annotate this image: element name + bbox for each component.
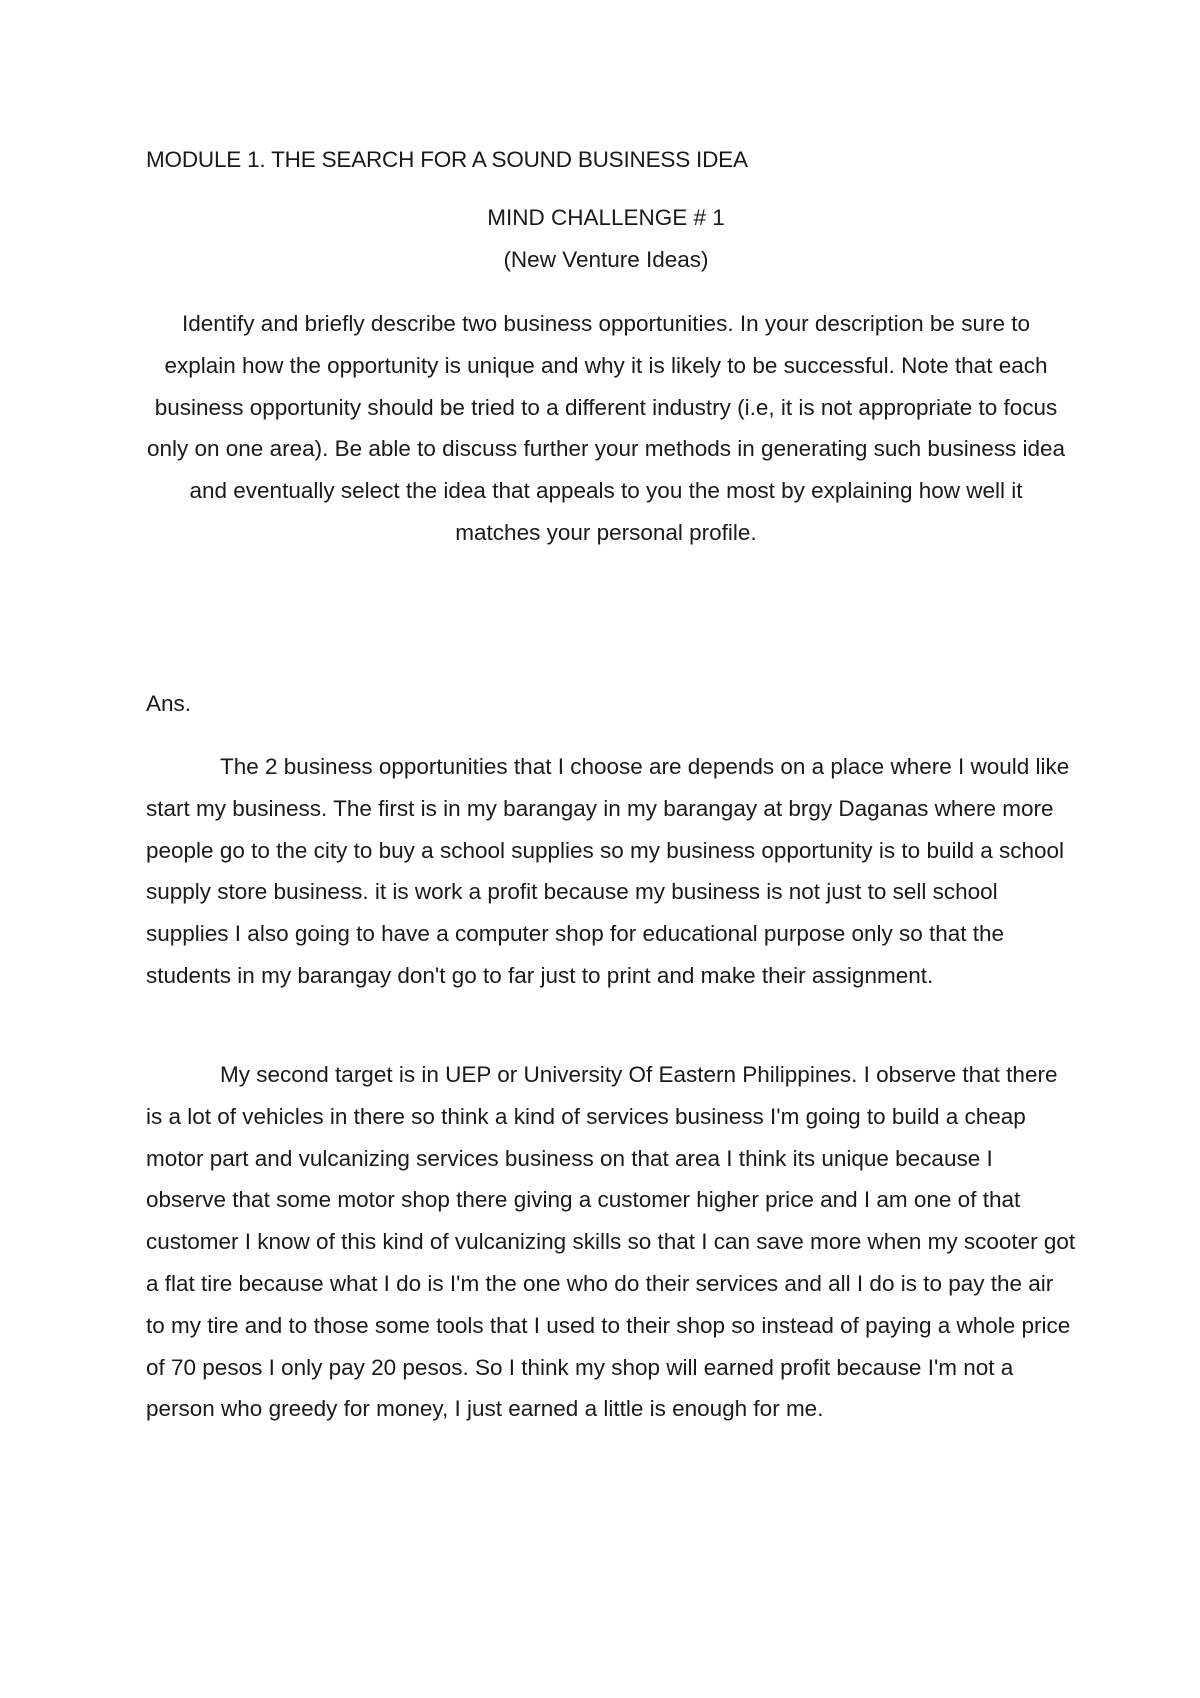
answer-label: Ans. xyxy=(146,691,192,716)
module-title: MODULE 1. THE SEARCH FOR A SOUND BUSINESS IDEA xyxy=(146,147,748,172)
challenge-subtitle: (New Venture Ideas) xyxy=(503,247,709,272)
answer-paragraph-1: The 2 business opportunities that I choose are depends on a place where I would like start my business. The first is in my barangay in my barangay at brgy Daganas where more people go to the city to buy a school supplies so my business opportunity is to build a school supply store business. it is work a profit because my business is not just to sell school supplies I also going to have a computer shop for educational purpose only so that the students in my barangay don't go to far just to print and make their assignment. xyxy=(146,754,1070,988)
challenge-title: MIND CHALLENGE # 1 xyxy=(487,205,725,230)
answer-paragraph-2: My second target is in UEP or University Of Eastern Philippines. I observe that there is a lot of vehicles in there so think a kind of services business I'm going to build a cheap motor part and vulcanizing services business on that area I think its unique because I observe that some motor shop there giving a customer higher price and I am one of that customer I know of this kind of vulcanizing skills so that I can save more when my scooter got a flat tire because what I do is I'm the one who do their services and all I do is to pay the air to my tire and to those some tools that I used to their shop so instead of paying a whole price of 70 pesos I only pay 20 pesos. So I think my shop will earned profit because I'm not a person who greedy for money, I just earned a little is enough for me. xyxy=(146,1062,1076,1422)
challenge-prompt: Identify and briefly describe two business opportunities. In your description be sure to explain how the opportunity is unique and why it is likely to be successful. Note that each business opportunity should be tried to a different industry (i.e, it is not appropriate to focus only on one area). Be able to discuss further your methods in generating such business idea and eventually select the idea that appeals to you the most by explaining how well it matches your personal profile. xyxy=(146,311,1066,545)
